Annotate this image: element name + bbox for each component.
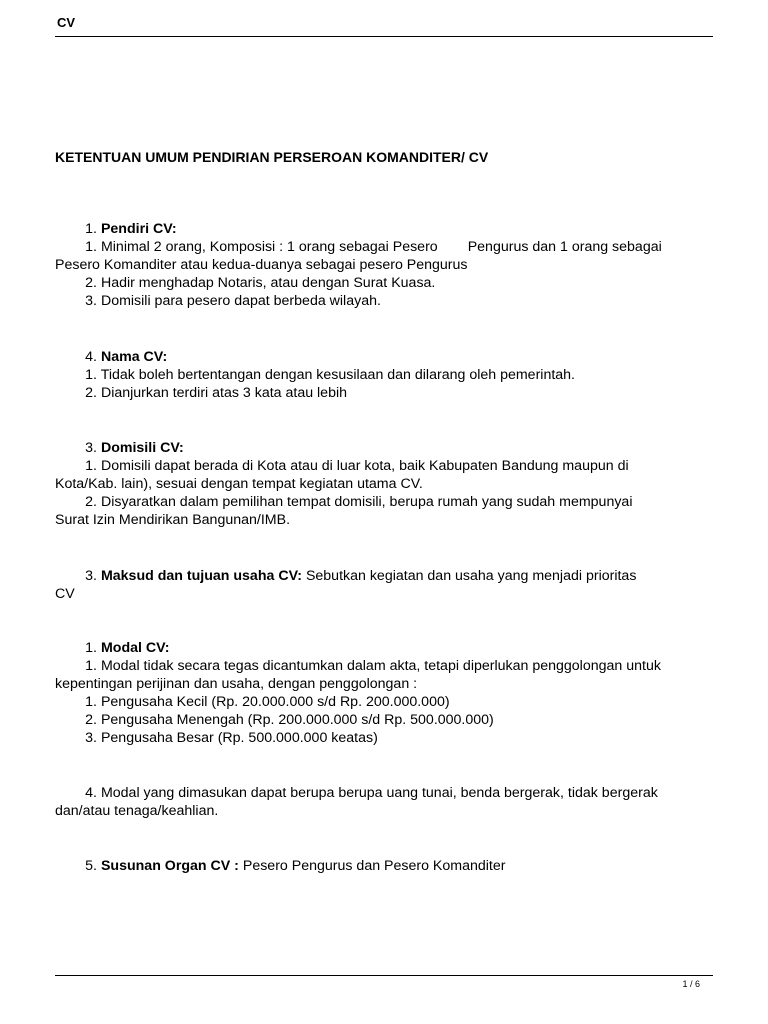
section-pendiri-heading [55, 220, 177, 238]
list-number: 3. [85, 293, 97, 309]
section-heading: Domisili CV: [100, 440, 184, 456]
section-domisili-heading [55, 439, 184, 457]
list-item [55, 657, 661, 675]
list-text: Disyaratkan dalam pemilihan tempat domisili, berupa rumah yang sudah mempunyai [100, 494, 633, 510]
list-item [55, 366, 575, 384]
footer-divider [55, 975, 713, 976]
list-item [55, 784, 658, 802]
list-number: 2. [85, 494, 97, 510]
list-number: 2. [85, 275, 97, 291]
section-heading: Maksud dan tujuan usaha CV: [100, 568, 302, 584]
list-number: 1. [85, 694, 97, 710]
list-item-continuation: Surat Izin Mendirikan Bangunan/IMB. [55, 512, 291, 528]
list-number: 1. [85, 221, 97, 237]
document-title: KETENTUAN UMUM PENDIRIAN PERSEROAN KOMANDITER/ CV [55, 149, 489, 165]
page-number: 1 / 6 [682, 979, 700, 989]
list-text: Domisili para pesero dapat berbeda wilayah. [100, 293, 381, 309]
list-number: 2. [85, 385, 97, 401]
list-text: Pengusaha Kecil (Rp. 20.000.000 s/d Rp. 200.000.000) [100, 694, 450, 710]
list-text: Tidak boleh bertentangan dengan kesusilaan dan dilarang oleh pemerintah. [100, 367, 575, 383]
section-nama-heading [55, 348, 167, 366]
list-number: 4. [85, 785, 97, 801]
section-text: Pesero Pengurus dan Pesero Komanditer [242, 858, 506, 874]
list-item-continuation: dan/atau tenaga/keahlian. [55, 803, 219, 819]
section-heading: Pendiri CV: [100, 221, 177, 237]
list-item [55, 493, 632, 511]
list-item [55, 274, 435, 292]
list-item [55, 729, 378, 747]
list-text: Hadir menghadap Notaris, atau dengan Surat Kuasa. [100, 275, 436, 291]
list-item [55, 693, 450, 711]
list-text: Minimal 2 orang, Komposisi : 1 orang sebagai Pesero [100, 239, 438, 255]
list-item [55, 292, 381, 310]
section-modal-heading [55, 639, 170, 657]
section-susunan-heading [55, 857, 506, 875]
list-number: 1. [85, 458, 97, 474]
list-text: Pengusaha Besar (Rp. 500.000.000 keatas) [100, 730, 378, 746]
list-item [55, 238, 662, 256]
list-item [55, 457, 629, 475]
list-item-continuation: Pesero Komanditer atau kedua-duanya sebagai pesero Pengurus [55, 257, 468, 273]
list-number: 1. [85, 640, 97, 656]
section-heading: Modal CV: [100, 640, 170, 656]
list-number: 3. [85, 730, 97, 746]
list-number: 1. [85, 658, 97, 674]
section-heading: Susunan Organ CV : [100, 858, 239, 874]
list-number: 3. [85, 440, 97, 456]
list-number: 1. [85, 367, 97, 383]
list-text: Modal yang dimasukan dapat berupa berupa uang tunai, benda bergerak, tidak bergerak [100, 785, 658, 801]
list-item [55, 711, 494, 729]
section-text-continuation: CV [55, 586, 75, 602]
section-text: Sebutkan kegiatan dan usaha yang menjadi prioritas [305, 568, 637, 584]
list-text: Domisili dapat berada di Kota atau di luar kota, baik Kabupaten Bandung maupun di [100, 458, 629, 474]
list-text: Pengusaha Menengah (Rp. 200.000.000 s/d Rp. 500.000.000) [100, 712, 494, 728]
list-text: Pengurus dan 1 orang sebagai [467, 239, 662, 255]
list-number: 2. [85, 712, 97, 728]
page-header [55, 15, 713, 37]
section-maksud-heading [55, 567, 636, 585]
list-item-continuation: Kota/Kab. lain), sesuai dengan tempat kegiatan utama CV. [55, 476, 423, 492]
list-text: Dianjurkan terdiri atas 3 kata atau lebih [100, 385, 348, 401]
list-number: 4. [85, 349, 97, 365]
list-number: 3. [85, 568, 97, 584]
list-item-continuation: kepentingan perijinan dan usaha, dengan penggolongan : [55, 676, 418, 692]
list-item [55, 384, 347, 402]
section-heading: Nama CV: [100, 349, 168, 365]
list-text: Modal tidak secara tegas dicantumkan dalam akta, tetapi diperlukan penggolongan untuk [100, 658, 661, 674]
header-title: CV [57, 15, 76, 30]
list-number: 1. [85, 239, 97, 255]
list-number: 5. [85, 858, 97, 874]
